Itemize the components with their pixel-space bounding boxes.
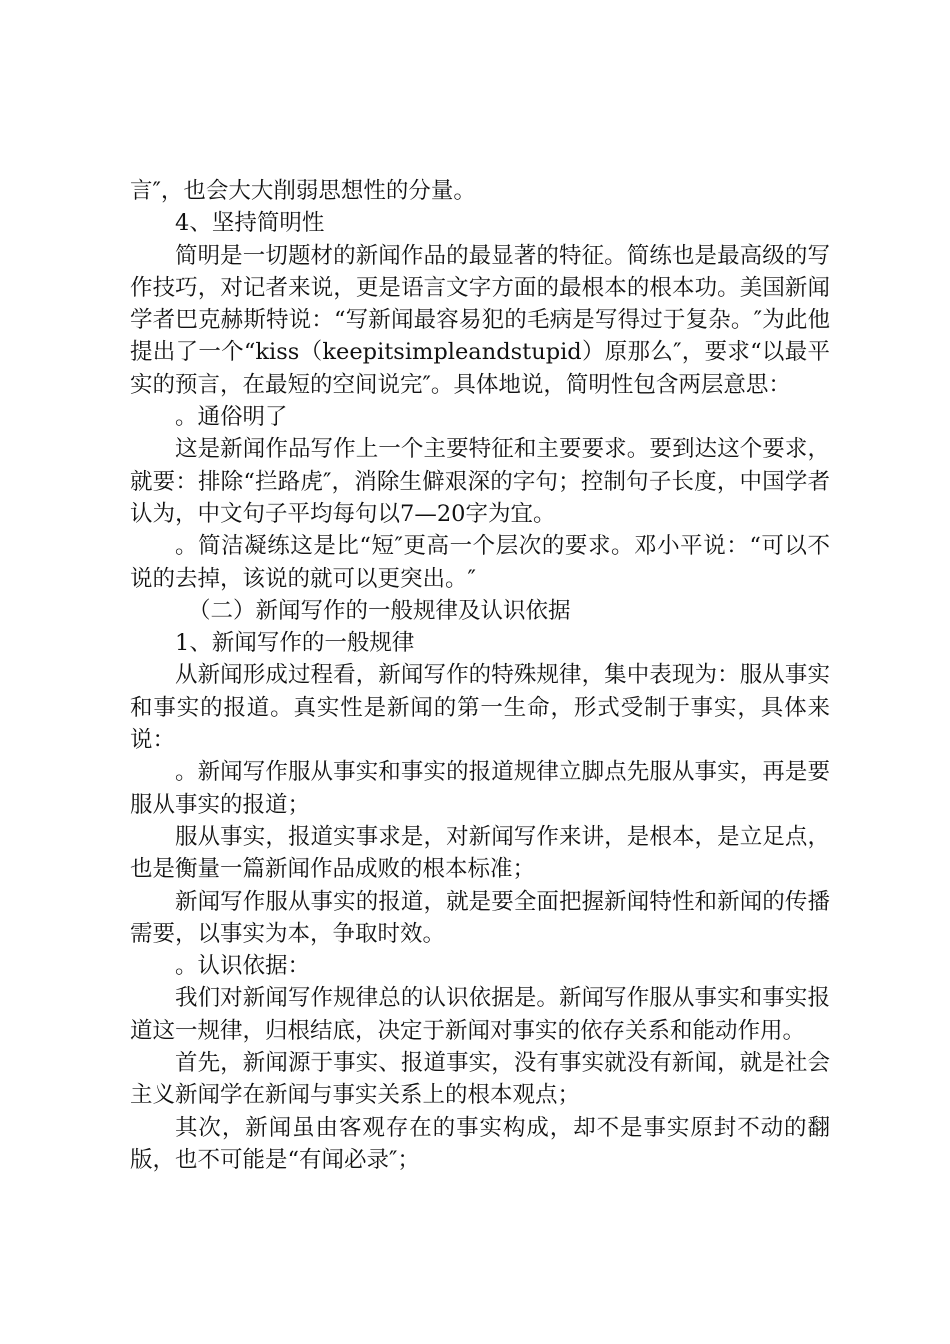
paragraph: 我们对新闻写作规律总的认识依据是。新闻写作服从事实和事实报道这一规律，归根结底，决定于新闻对事实的依存关系和能动作用。: [130, 985, 830, 1044]
subheading-basis: 。认识依据：: [175, 953, 311, 980]
paragraph-continuation: 言″，也会大大削弱思想性的分量。: [130, 178, 476, 204]
subsection-heading-1: 1、新闻写作的一般规律: [175, 630, 415, 657]
paragraph: 服从事实，报道实事求是，对新闻写作来讲，是根本，是立足点，也是衡量一篇新闻作品成败的根本标准；: [130, 823, 830, 883]
paragraph: 。简洁凝练这是比“短″更高一个层次的要求。邓小平说：“可以不说的去掉，该说的就可以更突出。″: [130, 533, 830, 592]
paragraph: 首先，新闻源于事实、报道事实，没有事实就没有新闻，就是社会主义新闻学在新闻与事实关系上的根本观点；: [130, 1050, 830, 1109]
section-heading-2: （二）新闻写作的一般规律及认识依据: [188, 597, 571, 624]
paragraph: 。新闻写作服从事实和事实的报道规律立脚点先服从事实，再是要服从事实的报道；: [130, 759, 830, 818]
body-text: [130, 175, 830, 1176]
paragraph: 这是新闻作品写作上一个主要特征和主要要求。要到达这个要求，就要：排除“拦路虎″，消除生僻艰深的字句；控制句子长度，中国学者认为，中文句子平均每句以7—20字为宜。: [130, 436, 830, 527]
paragraph: 从新闻形成过程看，新闻写作的特殊规律，集中表现为：服从事实和事实的报道。真实性是新闻的第一生命，形式受制于事实，具体来说：: [130, 662, 830, 754]
paragraph: 其次，新闻虽由客观存在的事实构成，却不是事实原封不动的翻版，也不可能是“有闻必录″；: [130, 1114, 830, 1173]
subheading-plain: 。通俗明了: [175, 404, 288, 431]
paragraph: 简明是一切题材的新闻作品的最显著的特征。简练也是最高级的写作技巧，对记者来说，更是语言文字方面的最根本的根本功。美国新闻学者巴克赫斯特说：“写新闻最容易犯的毛病是写得过于复杂。″为此他提出了一个“kiss（keepitsimpleandstupid）原那么″，要求“以最平实的预言，在最短的空间说完″。具体地说，简明性包含两层意思：: [130, 242, 830, 398]
paragraph: 新闻写作服从事实的报道，就是要全面把握新闻特性和新闻的传播需要，以事实为本，争取时效。: [130, 888, 830, 947]
section-heading-4: 4、坚持简明性: [175, 210, 325, 237]
